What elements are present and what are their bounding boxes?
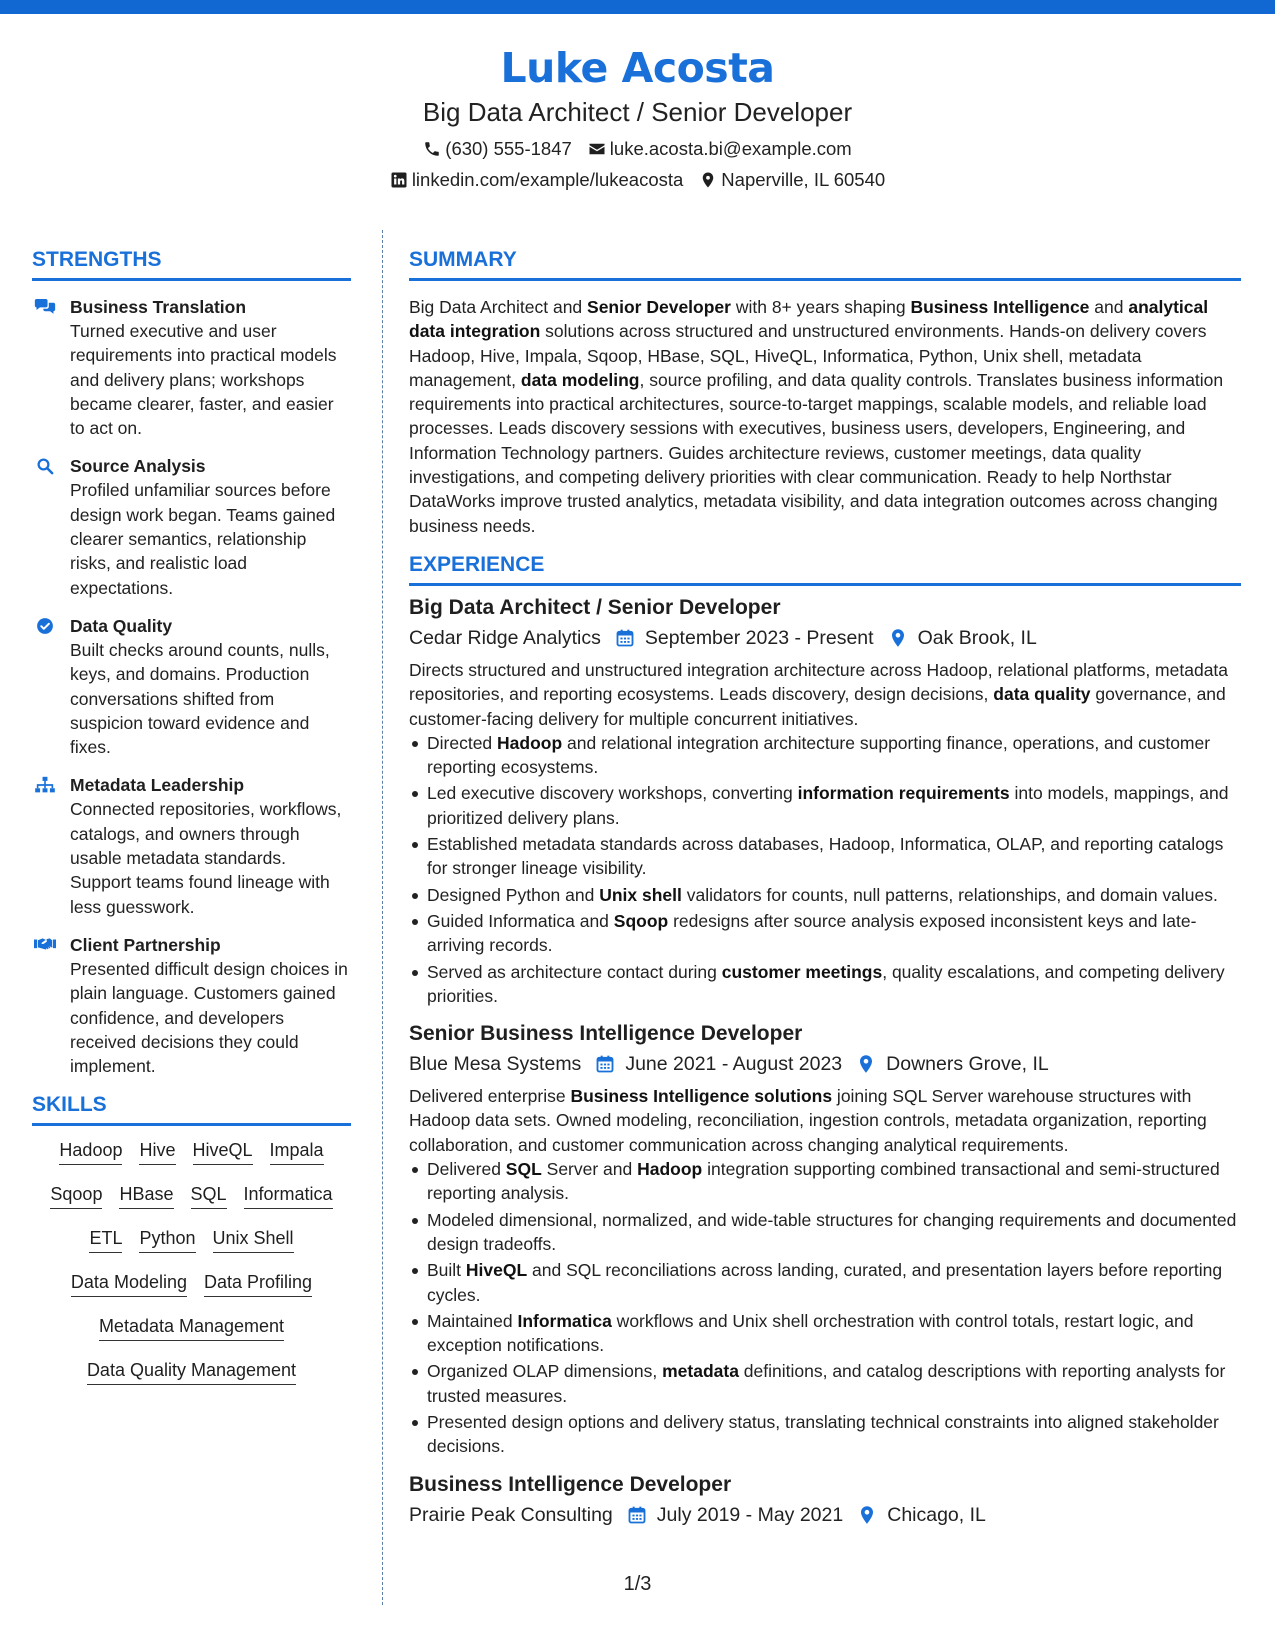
experience-heading: EXPERIENCE	[409, 552, 1241, 586]
bullet-item: Modeled dimensional, normalized, and wide-table structures for changing requirements and documented design tradeoffs.	[427, 1208, 1241, 1257]
skill-tag: Metadata Management	[99, 1314, 284, 1341]
skill-tag: HBase	[119, 1182, 173, 1209]
search-icon	[34, 454, 60, 599]
email-address: luke.acosta.bi@example.com	[609, 138, 852, 159]
strength-item	[32, 295, 351, 440]
skill-row	[32, 1270, 351, 1297]
skill-tag: Data Profiling	[204, 1270, 312, 1297]
skills-list	[32, 1138, 351, 1385]
job-title: Big Data Architect / Senior Developer	[409, 595, 781, 619]
strength-body	[70, 614, 351, 759]
skill-row	[32, 1358, 351, 1385]
strength-description: Turned executive and user requirements into practical models and delivery plans; workshops became clearer, faster, and easier to act on.	[70, 321, 337, 439]
company-name: Prairie Peak Consulting	[409, 1503, 613, 1526]
strength-description: Connected repositories, workflows, catalogs, and owners through usable metadata standards. Support teams found lineage with less guesswork.	[70, 799, 342, 917]
calendar-icon	[581, 1054, 625, 1074]
strength-title: Source Analysis	[70, 456, 206, 477]
page-number: 1/3	[623, 1573, 652, 1595]
column-divider	[382, 230, 383, 1605]
linkedin-icon	[390, 171, 408, 189]
job-dates: September 2023 - Present	[644, 626, 874, 649]
job-entry	[409, 1020, 1241, 1458]
strengths-heading: STRENGTHS	[32, 247, 351, 281]
phone-icon	[423, 140, 441, 158]
bullet-item: Served as architecture contact during customer meetings, quality escalations, and competing delivery priorities.	[427, 960, 1241, 1009]
job-dates: June 2021 - August 2023	[625, 1053, 843, 1076]
strength-title: Data Quality	[70, 615, 173, 636]
skill-tag: Python	[139, 1226, 195, 1253]
linkedin-url: linkedin.com/example/lukeacosta	[411, 169, 684, 190]
contact-line-1	[0, 138, 1275, 160]
experience-list	[409, 594, 1241, 1529]
skills-heading: SKILLS	[32, 1092, 351, 1126]
skill-tag: ETL	[89, 1226, 122, 1253]
strength-body	[70, 933, 351, 1078]
comments-icon	[34, 295, 60, 440]
strength-body	[70, 773, 351, 918]
strength-body	[70, 295, 351, 440]
job-location: Oak Brook, IL	[917, 626, 1037, 649]
skill-tag: Sqoop	[50, 1182, 102, 1209]
skill-tag: SQL	[191, 1182, 227, 1209]
sitemap-icon	[34, 773, 60, 918]
bullet-item: Maintained Informatica workflows and Unix shell orchestration with control totals, restart logic, and exception notifications.	[427, 1309, 1241, 1358]
strength-item	[32, 933, 351, 1078]
phone-contact[interactable]	[423, 138, 572, 160]
skill-tag: HiveQL	[193, 1138, 253, 1165]
strength-title: Metadata Leadership	[70, 775, 245, 796]
job-entry	[409, 594, 1241, 1008]
skill-row	[32, 1314, 351, 1341]
map-pin-icon	[874, 628, 918, 648]
company-name: Blue Mesa Systems	[409, 1053, 582, 1076]
skill-tag: Hive	[139, 1138, 175, 1165]
bullet-item: Guided Informatica and Sqoop redesigns after source analysis exposed inconsistent keys and late-arriving records.	[427, 909, 1241, 958]
skill-tag: Informatica	[244, 1182, 333, 1209]
bullet-item: Organized OLAP dimensions, metadata definitions, and catalog descriptions with reporting analysts for trusted measures.	[427, 1359, 1241, 1408]
bullet-item: Built HiveQL and SQL reconciliations across landing, curated, and presentation layers before reporting cycles.	[427, 1258, 1241, 1307]
summary-text: Big Data Architect and Senior Developer with 8+ years shaping Business Intelligence and analytical data integration solutions across structured and unstructured environments. Hands-on delivery covers Hadoop, Hive, Impala, Sqoop, HBase, SQL, HiveQL, Informatica, Python, Unix shell, metadata management, data modeling, source profiling, and data quality controls. Translates business information requirements into practical architectures, source-to-target mappings, scalable models, and reliable load processes. Leads discovery sessions with executives, business users, developers, Engineering, and Information Technology partners. Guides architecture reviews, customer meetings, data quality investigations, and competing delivery priorities with clear communication. Ready to help Northstar DataWorks improve trusted analytics, metadata visibility, and data integration outcomes across changing business needs.	[409, 297, 1224, 536]
skill-row	[32, 1138, 351, 1165]
summary-heading: SUMMARY	[409, 247, 1241, 281]
strength-title: Business Translation	[70, 297, 247, 317]
job-location: Chicago, IL	[887, 1503, 986, 1526]
calendar-icon	[601, 628, 645, 648]
top-accent-bar	[0, 0, 1275, 14]
skill-tag: Hadoop	[59, 1138, 122, 1165]
contact-line-2	[0, 169, 1275, 191]
company-name: Cedar Ridge Analytics	[409, 626, 601, 649]
resume-header	[0, 42, 1275, 191]
job-bullets	[409, 731, 1241, 1008]
skill-tag: Unix Shell	[213, 1226, 294, 1253]
email-contact[interactable]	[588, 138, 852, 160]
candidate-name: Luke Acosta	[500, 44, 775, 92]
job-description: Directs structured and unstructured integration architecture across Hadoop, relational platforms, metadata repositories, and reporting ecosystems. Leads discovery, design decisions, data quality governance, and customer-facing delivery for multiple concurrent initiatives.	[409, 659, 1229, 729]
strength-body	[70, 454, 351, 599]
check-circle-icon	[34, 614, 60, 759]
job-description: Delivered enterprise Business Intelligence solutions joining SQL Server warehouse structures with Hadoop data sets. Owned modeling, reconciliation, ingestion controls, metadata organization, reporting collaboration, and customer communication across changing analytical requirements.	[409, 1086, 1207, 1155]
map-pin-icon	[842, 1054, 886, 1074]
skill-row	[32, 1182, 351, 1209]
strength-description: Built checks around counts, nulls, keys, and domains. Production conversations shifted from suspicion toward evidence and fixes.	[70, 639, 330, 758]
job-bullets	[409, 1157, 1241, 1459]
skill-row	[32, 1226, 351, 1253]
strength-item	[32, 773, 351, 918]
job-meta	[409, 1050, 1241, 1078]
bullet-item: Delivered SQL Server and Hadoop integration supporting combined transactional and semi-structured reporting analysis.	[427, 1157, 1241, 1206]
bullet-item: Designed Python and Unix shell validators for counts, null patterns, relationships, and domain values.	[427, 883, 1241, 907]
map-pin-icon	[699, 171, 717, 189]
job-entry	[409, 1471, 1241, 1529]
strength-title: Client Partnership	[70, 934, 221, 955]
strength-description: Presented difficult design choices in plain language. Customers gained confidence, and developers received decisions they could implement.	[70, 958, 348, 1077]
bullet-item: Presented design options and delivery status, translating technical constraints into aligned stakeholder decisions.	[427, 1410, 1241, 1459]
candidate-title: Big Data Architect / Senior Developer	[422, 97, 853, 127]
job-meta	[409, 1501, 1241, 1529]
calendar-icon	[613, 1505, 657, 1525]
location-text: Naperville, IL 60540	[721, 169, 886, 190]
map-pin-icon	[843, 1505, 887, 1525]
strength-item	[32, 614, 351, 759]
strength-item	[32, 454, 351, 599]
left-column	[32, 247, 351, 1402]
job-title: Senior Business Intelligence Developer	[409, 1022, 803, 1046]
job-title: Business Intelligence Developer	[409, 1472, 732, 1496]
right-column	[409, 247, 1241, 1541]
bullet-item: Directed Hadoop and relational integration architecture supporting finance, operations, and customer reporting ecosystems.	[427, 731, 1241, 780]
strengths-list	[32, 295, 351, 1078]
job-dates: July 2019 - May 2021	[656, 1503, 844, 1526]
skill-tag: Data Modeling	[71, 1270, 187, 1297]
envelope-icon	[588, 140, 606, 158]
skill-tag: Impala	[270, 1138, 324, 1165]
handshake-icon	[34, 933, 60, 1078]
skill-tag: Data Quality Management	[87, 1358, 296, 1385]
job-meta	[409, 624, 1241, 652]
phone-number: (630) 555-1847	[445, 138, 572, 159]
job-location: Downers Grove, IL	[886, 1053, 1049, 1076]
strength-description: Profiled unfamiliar sources before design work began. Teams gained clearer semantics, relationship risks, and realistic load expectations.	[70, 480, 336, 598]
location-contact	[699, 169, 885, 191]
bullet-item: Led executive discovery workshops, converting information requirements into models, mappings, and prioritized delivery plans.	[427, 781, 1241, 830]
linkedin-contact[interactable]	[390, 169, 683, 191]
bullet-item: Established metadata standards across databases, Hadoop, Informatica, OLAP, and reporting catalogs for stronger lineage visibility.	[427, 832, 1241, 881]
